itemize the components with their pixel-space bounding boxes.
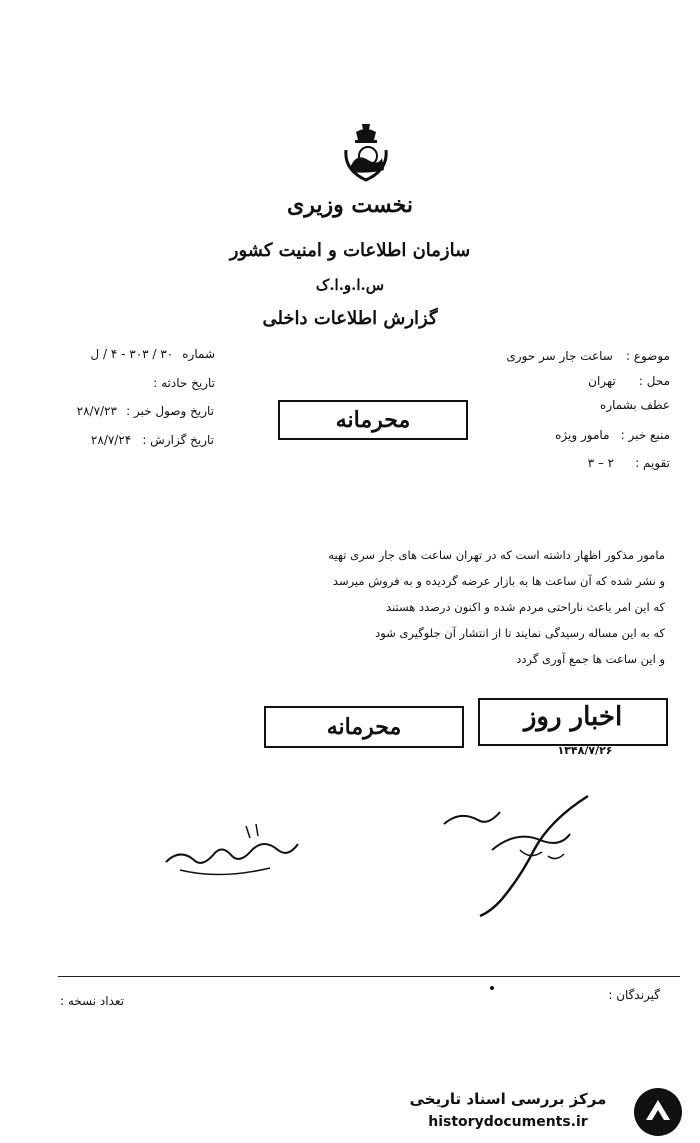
field-value: تهران — [588, 374, 616, 388]
body-line: و نشر شده که آن ساعت ها به بازار عرضه گردیده و به فروش میرسد — [332, 574, 665, 588]
copies-label: تعداد نسخه : — [60, 994, 125, 1008]
document-title: نخست وزیری — [287, 192, 413, 218]
signature-left — [160, 810, 310, 880]
meta-label: تاریخ وصول خبر : — [126, 404, 214, 418]
news-stamp — [478, 698, 668, 746]
news-stamp-title: اخبار روز — [523, 702, 623, 732]
organization-name: سازمان اطلاعات و امنیت کشور — [229, 240, 471, 261]
field-label: منبع خبر : — [620, 428, 670, 442]
meta-value: ۲۸/۷/۲۴ — [90, 433, 132, 447]
meta-label: تاریخ حادثه : — [153, 376, 215, 390]
field-location — [370, 370, 670, 389]
news-stamp-date: ۱۳۴۸/۷/۲۶ — [557, 744, 613, 757]
watermark-org-name: مرکز بررسی اسناد تاریخی — [409, 1090, 607, 1108]
field-label: تقویم : — [635, 456, 670, 470]
field-subject — [350, 345, 670, 364]
field-label: عطف بشماره — [600, 398, 670, 412]
field-value: مامور ویژه — [555, 428, 610, 442]
watermark-site: historydocuments.ir — [428, 1114, 588, 1130]
meta-report-date — [24, 429, 214, 448]
report-type: گزارش اطلاعات داخلی — [262, 308, 438, 329]
confidential-stamp-bottom: محرمانه — [264, 706, 464, 748]
meta-value: ۳۰ / ۳۰۳ - ۴ / ل — [90, 347, 174, 361]
footer-divider — [58, 976, 680, 977]
organization-code: س.ا.و.ا.ک — [315, 276, 385, 294]
watermark-logo-icon — [632, 1086, 684, 1138]
meta-label: شماره — [182, 347, 215, 361]
recipients-label: گیرندگان : — [608, 988, 660, 1002]
body-line: که این امر باعث ناراحتی مردم شده و اکنون درصدد هستند — [386, 600, 665, 614]
signature-right — [430, 790, 600, 920]
field-label: موضوع : — [625, 349, 670, 363]
meta-receipt-date — [14, 400, 214, 419]
meta-event-date — [30, 372, 215, 391]
meta-value: ۲۸/۷/۲۳ — [76, 404, 117, 418]
meta-label: تاریخ گزارش : — [142, 433, 214, 447]
meta-number — [30, 343, 215, 362]
body-line: مامور مذکور اظهار داشته است که در تهران ساعت های جار سری تهیه — [328, 548, 665, 562]
footer-dot — [490, 986, 494, 990]
field-value: ساعت جار سر حوری — [506, 349, 613, 363]
field-label: محل : — [638, 374, 670, 388]
field-rating — [370, 452, 670, 471]
body-line: و این ساعت ها جمع آوری گردد — [516, 652, 665, 666]
confidential-stamp-top: محرمانه — [278, 400, 468, 440]
body-line: که به این مساله رسیدگی نمایند تا از انتشار آن جلوگیری شود — [375, 626, 665, 640]
field-value: ۲ – ۳ — [587, 456, 615, 470]
emblem-icon — [338, 122, 394, 184]
